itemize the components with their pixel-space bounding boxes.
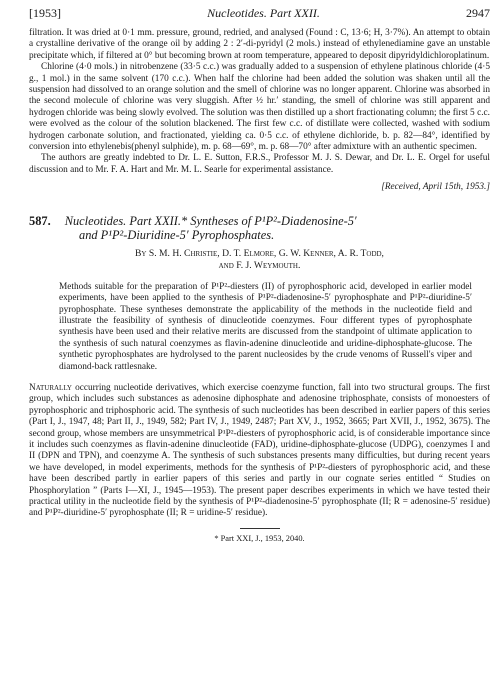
footnote-rule (240, 528, 280, 529)
article-title-line-2: and P¹P²-Diuridine-5′ Pyrophosphates. (79, 227, 275, 242)
acknowledgement-paragraph: The authors are greatly indebted to Dr. L. E. Sutton, F.R.S., Professor M. J. S. Dewar, and Dr. L. E. Orgel for useful discussion and to Mr. F. A. Hart and Mr. M. L. Searle for experimental assistance. (29, 153, 490, 175)
previous-article-paragraph-2: Chlorine (4·0 mols.) in nitrobenzene (33·5 c.c.) was gradually added to a suspension of ethylene platinous chloride (4·5 g., 1 mol.) in the same solvent (170 c.c.). When half the chlorine had been added the solution was shaken until all the suspension had dissolved to an orange solution and the smell of chlorine was no longer apparent. Chlorine was absorbed in the second molecule of chlorine was very sluggish. After ½ hr.′ standing, the smell of chlorine was still apparent and hydrogen chloride was being slowly evolved. The solution was then distilled up a short fractionating column; the first 5 c.c. were evolved as the colour of the solution blackened. The first few c.c. of distillate were collected, washed with sodium hydrogen carbonate solution, and fractionated, yielding ca. 0·5 c.c. of ethylene dichloride, b. p. 82—84°, identified by conversion into ethylenebis(phenyl sulphide), m. p. 68—69°, m. p. 68—70° after admixture with an authentic specimen. (29, 62, 490, 153)
footnote: * Part XXI, J., 1953, 2040. (214, 533, 305, 543)
authors-line-1: By S. M. H. Christie, D. T. Elmore, G. W. Kenner, A. R. Todd, (135, 247, 384, 259)
header-running-title: Nucleotides. Part XXII. (207, 6, 320, 20)
article-body-paragraph (29, 383, 490, 520)
header-year: [1953] (29, 6, 61, 20)
article-heading (29, 214, 490, 242)
body-text: occurring nucleotide derivatives, which exercise coenzyme function, fall into two structural groups. The first group, which includes such substances as adenosine diphosphate and adenosine triphosphate, consists of monoesters of pyrophosphoric and triphosphoric acid. The synthesis of such nucleotides has been described in earlier papers of this series (Part I, J., 1947, 48; Part II, J., 1949, 582; Part IV, J., 1949, 2487; Part XV, J., 1952, 3665; Part XVII, J., 1952, 3675). The second group, whose members are unsymmetrical P¹P²-diesters of pyrophosphoric acid, is of considerable importance since it includes such coenzymes as flavin-adenine dinucleotide (FAD), uridine-diphosphate-glucose (UDPG), coenzymes I and II (DPN and TPN), and coenzyme A. The synthesis of such substances presents many difficulties, but during recent years we have developed, in model experiments, methods for the synthesis of P¹P²-diesters of pyrophosphoric acid, and these have been described partly in earlier papers of this series and partly in our cognate series entitled “ Studies on Phosphorylation ” (Parts I—XI, J., 1945—1953). The present paper describes experiments in which we have tested their practical utility in the nucleotide field by the synthesis of P¹P²-diadenosine-5′ pyrophosphate (II; R = adenosine-5′ residue) and P¹P²-diuridine-5′ pyrophosphate (II; R = uridine-5′ residue). (29, 382, 490, 519)
body-lead-word: Naturally (29, 382, 72, 393)
article-abstract: Methods suitable for the preparation of P¹P²-diesters (II) of pyrophosphoric acid, developed in earlier model experiments, have been applied to the synthesis of P¹P²-diadenosine-5′ pyrophosphate and P¹P²-diuridine-5′ pyrophosphate. These syntheses demonstrate the applicability of the methods in the nucleotide field and illustrate the feasibility of synthesis of dinucleotide coenzymes. Four different types of pyrophosphate synthesis have been used and their relative merits are discussed from the standpoint of ultimate application to the synthesis of such natural coenzymes as flavin-adenine dinucleotide and uridine-diphosphate-glucose. The synthetic pyrophosphates are hydrolysed to the parent nucleosides by the crude venoms of Russell's viper and diamond-back rattlesnake. (59, 281, 472, 372)
header-page-number: 2947 (465, 6, 490, 20)
author-list (29, 248, 490, 272)
article-number: 587. (29, 213, 51, 228)
received-date: [Received, April 15th, 1953.] (381, 182, 490, 193)
previous-article-paragraph-1: filtration. It was dried at 0·1 mm. pressure, ground, redried, and analysed (Found : C, 13·6; H, 3·7%). An attempt to obtain a crystalline derivative of the orange oil by adding 2 : 2′-di-pyridyl (2 mols.) instead of ethylenediamine gave an unstable precipitate which, if filtered at 0° but becoming brown at room temperature, appeared to deposit dipyridyldichloroplatinum. (29, 28, 490, 61)
running-header (29, 8, 490, 28)
authors-line-2: and F. J. Weymouth. (218, 259, 301, 271)
article-title-line-1: Nucleotides. Part XXII.* Syntheses of P¹P²-Diadenosine-5′ (64, 213, 357, 228)
